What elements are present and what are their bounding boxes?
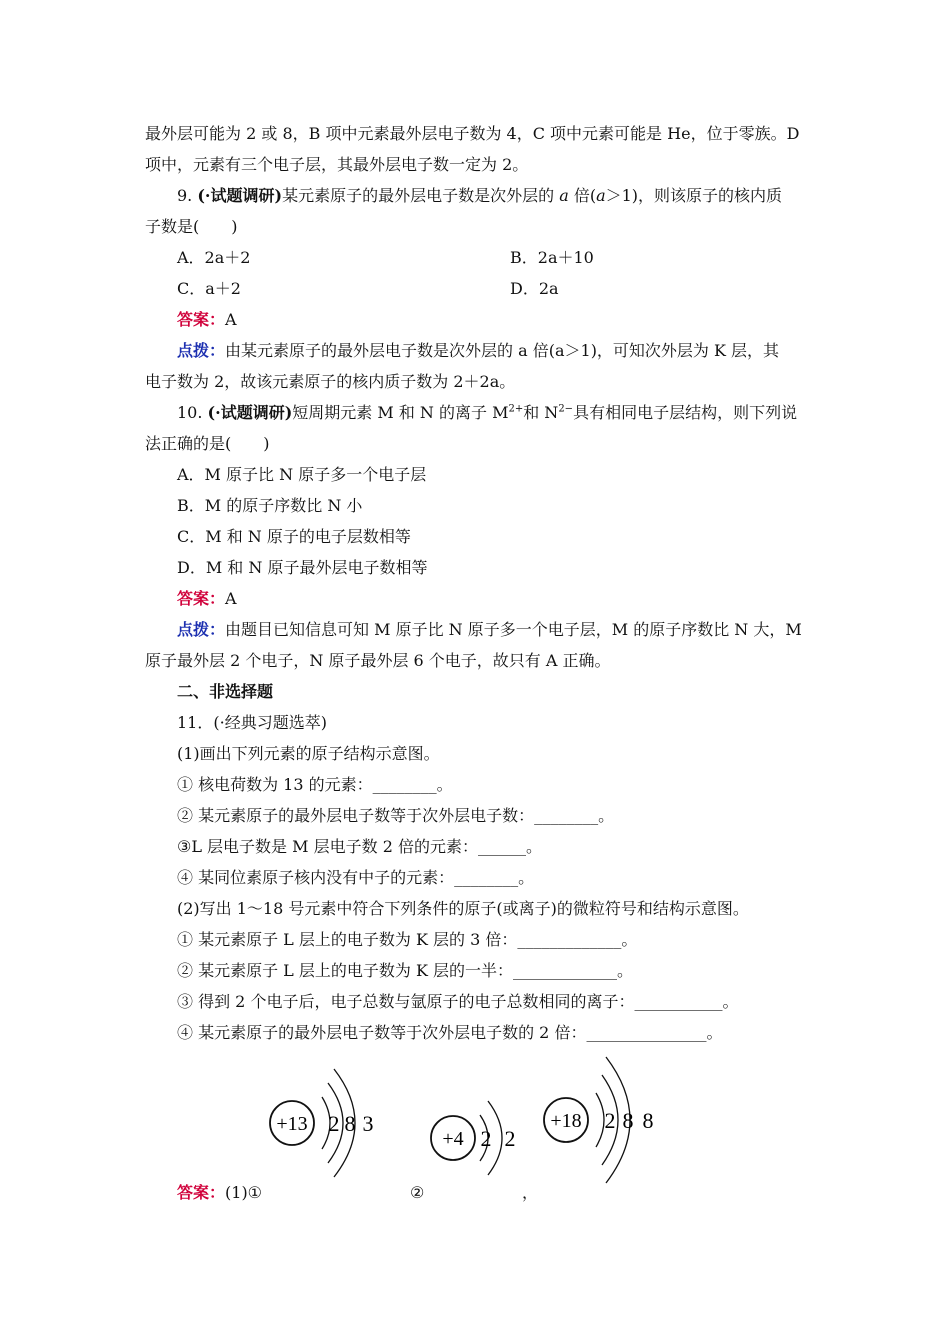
q9-var-a: a bbox=[559, 186, 569, 205]
q11-answer-label: 答案： bbox=[177, 1183, 226, 1202]
q11-part1-item1: ① 核电荷数为 13 的元素：________。 bbox=[177, 775, 453, 794]
shell-electron-count: 2 bbox=[328, 1111, 340, 1136]
q9-stem-b: 倍( bbox=[573, 186, 597, 205]
atomic-structure-diagrams bbox=[260, 1045, 680, 1205]
q9-tag: (·试题调研) bbox=[197, 186, 283, 205]
intro-line-1: 最外层可能为 2 或 8，B 项中元素最外层电子数为 4，C 项中元素可能是 He，位于零族。D bbox=[145, 124, 800, 143]
shell-electron-count: 8 bbox=[622, 1108, 634, 1133]
q9-option-b: B．2a＋10 bbox=[510, 248, 594, 267]
nucleus-charge: +13 bbox=[276, 1113, 308, 1135]
q10-stem-line2: 法正确的是( ) bbox=[145, 434, 270, 453]
intro-line-2: 项中，元素有三个电子层，其最外层电子数一定为 2。 bbox=[145, 155, 529, 174]
q10-option-b: B．M 的原子序数比 N 小 bbox=[177, 496, 363, 515]
q10-hint-label: 点拨： bbox=[177, 620, 226, 639]
q10-answer-label: 答案： bbox=[177, 589, 226, 608]
q9-option-d: D．2a bbox=[510, 279, 559, 298]
q9-var-a-2: a bbox=[596, 186, 606, 205]
q11-part1-item4: ④ 某同位素原子核内没有中子的元素：________。 bbox=[177, 868, 535, 887]
q10-stem-b: 和 N bbox=[523, 403, 559, 422]
q9-answer-label: 答案： bbox=[177, 310, 226, 329]
q9-stem-a: 某元素原子的最外层电子数是次外层的 bbox=[282, 186, 555, 205]
shell-electron-count: 2 bbox=[604, 1108, 616, 1133]
q10-option-c: C．M 和 N 原子的电子层数相等 bbox=[177, 527, 411, 546]
q9-answer bbox=[177, 310, 842, 330]
q11-part2: (2)写出 1～18 号元素中符合下列条件的原子(或离子)的微粒符号和结构示意图。 bbox=[177, 899, 749, 918]
q11-title: 11．(·经典习题选萃) bbox=[177, 713, 327, 732]
q9-hint bbox=[177, 341, 842, 361]
q11-answer-part-b: ② bbox=[410, 1183, 425, 1202]
q10-option-d: D．M 和 N 原子最外层电子数相等 bbox=[177, 558, 428, 577]
q11-part2-item2: ② 某元素原子 L 层上的电子数为 K 层的一半：_____________。 bbox=[177, 961, 634, 980]
q11-answer bbox=[177, 1183, 842, 1203]
q11-part1: (1)画出下列元素的原子结构示意图。 bbox=[177, 744, 440, 763]
atom-diagram-3 bbox=[544, 1057, 654, 1183]
q9-option-a: A．2a＋2 bbox=[177, 248, 251, 267]
atom-diagram-1 bbox=[270, 1069, 374, 1177]
q9-hint-line1: 由某元素原子的最外层电子数是次外层的 a 倍(a＞1)，可知次外层为 K 层，其 bbox=[225, 341, 780, 360]
q10-answer-value: A bbox=[225, 589, 237, 608]
q10-number: 10. bbox=[177, 403, 203, 422]
q10-answer bbox=[177, 589, 842, 609]
q9-stem-c: ＞1)，则该原子的核内质 bbox=[605, 186, 783, 205]
q9-stem bbox=[177, 186, 842, 206]
atom-diagram-2 bbox=[431, 1101, 516, 1175]
q9-number: 9. bbox=[177, 186, 193, 205]
shell-electron-count: 2 bbox=[504, 1126, 516, 1151]
q9-option-c: C．a＋2 bbox=[177, 279, 241, 298]
q10-hint-line1: 由题目已知信息可知 M 原子比 N 原子多一个电子层，M 的原子序数比 N 大，M bbox=[225, 620, 802, 639]
q11-part1-item2: ② 某元素原子的最外层电子数等于次外层电子数：________。 bbox=[177, 806, 615, 825]
nucleus-charge: +4 bbox=[442, 1128, 464, 1150]
q11-part2-item4: ④ 某元素原子的最外层电子数等于次外层电子数的 2 倍：_______________。 bbox=[177, 1023, 723, 1042]
q9-stem-line2: 子数是( ) bbox=[145, 217, 238, 236]
q9-answer-value: A bbox=[225, 310, 237, 329]
shell-electron-count: 8 bbox=[344, 1111, 356, 1136]
section-heading: 二、非选择题 bbox=[177, 682, 274, 701]
shell-electron-count: 8 bbox=[642, 1108, 654, 1133]
q9-hint-label: 点拨： bbox=[177, 341, 226, 360]
q10-hint bbox=[177, 620, 842, 640]
electron-shell-arc bbox=[596, 1093, 604, 1147]
nucleus-charge: +18 bbox=[550, 1110, 582, 1132]
q10-hint-line2: 原子最外层 2 个电子，N 原子最外层 6 个电子，故只有 A 正确。 bbox=[145, 651, 611, 670]
q10-stem-a: 短周期元素 M 和 N 的离子 M bbox=[292, 403, 509, 422]
q11-answer-part-c: ， bbox=[522, 1183, 539, 1202]
q10-option-a: A．M 原子比 N 原子多一个电子层 bbox=[177, 465, 427, 484]
q9-hint-line2: 电子数为 2，故该元素原子的核内质子数为 2＋2a。 bbox=[145, 372, 516, 391]
q10-tag: (·试题调研) bbox=[207, 403, 293, 422]
q11-part2-item1: ① 某元素原子 L 层上的电子数为 K 层的 3 倍：_____________。 bbox=[177, 930, 638, 949]
q11-answer-part-a: (1)① bbox=[225, 1183, 263, 1202]
q10-stem bbox=[177, 403, 842, 423]
q11-part1-item3: ③L 层电子数是 M 层电子数 2 倍的元素：______。 bbox=[177, 837, 542, 856]
q10-stem-c: 具有相同电子层结构，则下列说 bbox=[573, 403, 798, 422]
q10-sup-1: 2+ bbox=[508, 403, 524, 415]
shell-electron-count: 3 bbox=[362, 1111, 374, 1136]
shell-electron-count: 2 bbox=[480, 1126, 492, 1151]
q10-sup-2: 2− bbox=[558, 403, 574, 415]
q11-part2-item3: ③ 得到 2 个电子后，电子总数与氩原子的电子总数相同的离子：___________。 bbox=[177, 992, 739, 1011]
